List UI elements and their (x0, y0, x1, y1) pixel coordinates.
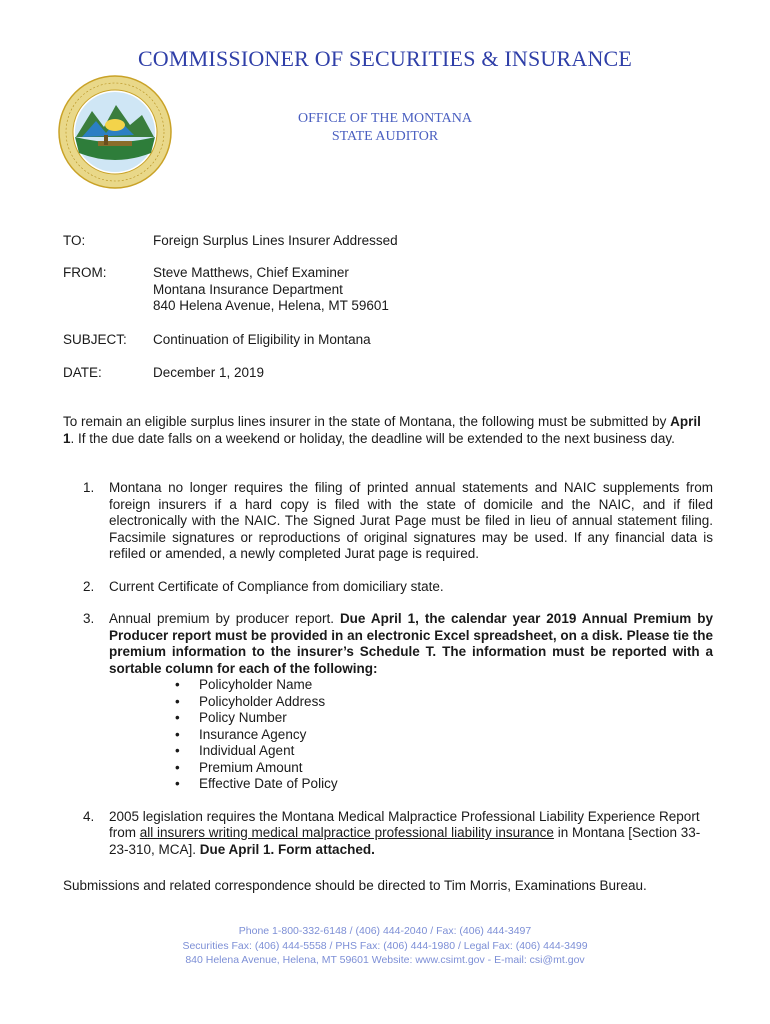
item-text-lead: 2005 legislation requires the Montana Medical Malpractice Professional Liability Experience Report from (109, 808, 700, 840)
bullet-item: • Individual Agent (175, 743, 713, 760)
intro-deadline: April 1 (63, 414, 701, 446)
footer-fax: Securities Fax: (406) 444-5558 / PHS Fax: (406) 444-1980 / Legal Fax: (406) 444-3499 (182, 939, 588, 952)
subject-value: Continuation of Eligibility in Montana (153, 332, 371, 347)
intro-text-2: . If the due date falls on a weekend or holiday, the deadline will be extended to the next business day. (70, 430, 675, 446)
item-text-bold: Due April 1. Form attached. (199, 841, 375, 857)
item-text (109, 809, 713, 859)
from-value (153, 265, 389, 315)
item-text-lead: Annual premium by producer report. (109, 611, 340, 626)
from-line-2: Montana Insurance Department (153, 281, 343, 297)
office-line-2: STATE AUDITOR (331, 129, 439, 144)
letterhead-footer (0, 924, 770, 968)
date-label: DATE: (63, 365, 102, 380)
item-number: 1. (83, 480, 95, 495)
item-text (109, 611, 713, 793)
to-label: TO: (63, 233, 86, 248)
date-value: December 1, 2019 (153, 365, 265, 380)
bullet-item: • Policy Number (175, 710, 713, 727)
footer-phone: Phone 1-800-332-6148 / (406) 444-2040 / Fax: (406) 444-3497 (238, 925, 532, 937)
list-item (83, 611, 713, 793)
item-number: 4. (83, 808, 95, 824)
subject-label: SUBJECT: (63, 332, 127, 347)
montana-seal-icon (58, 75, 172, 189)
list-item (83, 809, 713, 859)
bullet-item: • Policyholder Name (175, 677, 713, 694)
item-text-underlined: all insurers writing medical malpractice professional liability insurance (139, 825, 554, 840)
item-text-bold: Due April 1, the calendar year 2019 Annual Premium by Producer report must be provided in an electronic Excel spreadsheet, on a disk. Please tie the premium information to the insurer’s Schedule T. The information must be reported with a sortable column for each of the following: (109, 611, 713, 676)
from-line-1: Steve Matthews, Chief Examiner (153, 265, 349, 280)
letterhead-title: COMMISSIONER OF SECURITIES & INSURANCE (137, 46, 633, 71)
closing-paragraph: Submissions and related correspondence should be directed to Tim Morris, Examinations Bureau. (63, 878, 647, 893)
item-number: 2. (83, 578, 95, 594)
to-value: Foreign Surplus Lines Insurer Addressed (153, 233, 398, 248)
report-fields-list (109, 677, 713, 793)
from-line-3: 840 Helena Avenue, Helena, MT 59601 (153, 298, 389, 313)
office-line-1: OFFICE OF THE MONTANA (297, 111, 473, 126)
item-text: Montana no longer requires the filing of printed annual statements and NAIC supplements from foreign insurers if a hard copy is filed with the state of domicile and the NAIC, and if filed electronically with the NAIC. The Signed Jurat Page must be filed in lieu of annual statement filing. Facsimile signatures or reproductions of original signatures may be used. If any financial data is refiled or amended, a newly completed Jurat page is required. (109, 480, 713, 561)
bullet-item: • Policyholder Address (175, 694, 713, 711)
item-number: 3. (83, 611, 95, 626)
list-item (83, 480, 713, 563)
bullet-item: • Effective Date of Policy (175, 776, 713, 793)
intro-paragraph (63, 414, 713, 447)
bullet-item: • Insurance Agency (175, 727, 713, 744)
bullet-item: • Premium Amount (175, 760, 713, 777)
list-item (83, 579, 713, 596)
footer-address: 840 Helena Avenue, Helena, MT 59601 Website: www.csimt.gov - E-mail: csi@mt.gov (185, 954, 585, 966)
office-name (270, 110, 500, 146)
requirements-list (83, 480, 713, 874)
intro-text: To remain an eligible surplus lines insurer in the state of Montana, the following must be submitted by (63, 414, 671, 429)
item-text-mid: in Montana [Section 33-23-310, MCA]. (109, 825, 701, 857)
from-label: FROM: (63, 265, 107, 280)
item-text: Current Certificate of Compliance from domiciliary state. (109, 578, 444, 594)
